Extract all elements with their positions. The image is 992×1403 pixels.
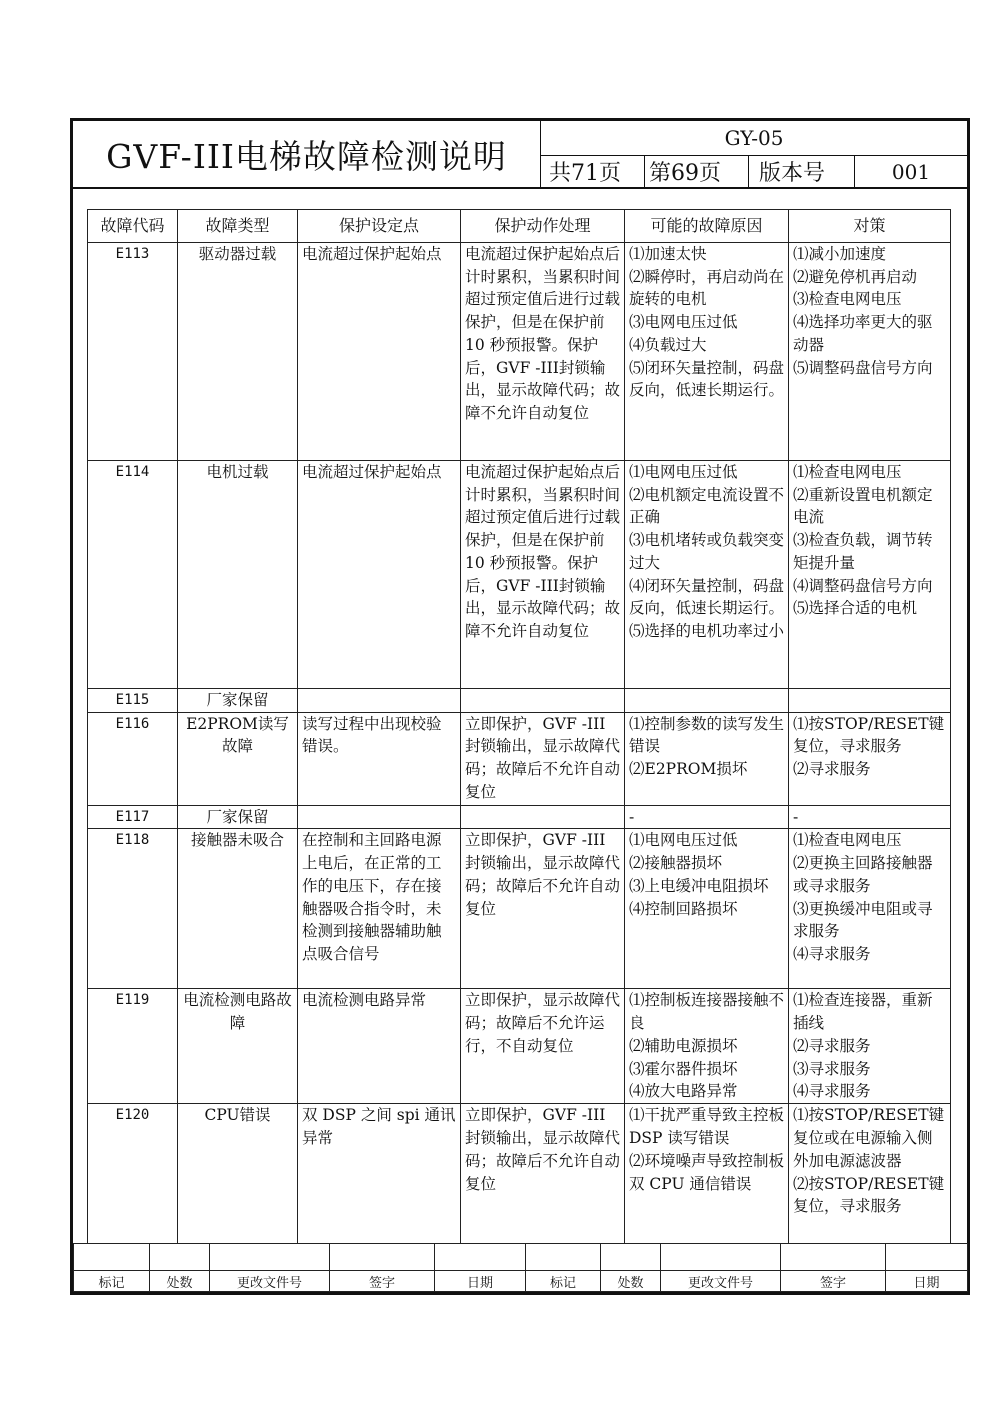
footer-label-mark: 标记 <box>74 1271 150 1292</box>
footer-label-date: 日期 <box>886 1271 968 1292</box>
countermeasures <box>789 461 951 689</box>
possible-causes <box>625 243 789 461</box>
protection-action: 电流超过保护起始点后计时累积，当累积时间超过预定值后进行过载保护，但是在保护前10 秒预报警。保护后，GVF -III封锁输出，显示故障代码；故障不允许自动复位 <box>461 243 625 461</box>
measure-item: ⑴减小加速度 <box>793 245 887 263</box>
measure-item: ⑵按STOP/RESET键复位，寻求服务 <box>793 1174 945 1216</box>
measure-item: ⑶检查电网电压 <box>793 290 902 309</box>
document-frame <box>70 118 970 1295</box>
document-header <box>73 121 967 189</box>
fault-type: 电流检测电路故障 <box>178 989 298 1104</box>
possible-causes <box>625 805 789 829</box>
possible-causes <box>625 461 789 689</box>
footer-label-count: 处数 <box>150 1271 210 1292</box>
column-header-causes: 可能的故障原因 <box>625 210 789 243</box>
protection-setpoint: 电流检测电路异常 <box>298 989 461 1104</box>
measure-item: ⑵重新设置电机额定电流 <box>793 485 933 527</box>
table-row <box>88 461 951 689</box>
current-page: 第69页 <box>645 156 749 187</box>
fault-type: CPU错误 <box>178 1104 298 1244</box>
measure-item: ⑷调整码盘信号方向 <box>793 576 933 595</box>
protection-setpoint: 在控制和主回路电源上电后，在正常的工作的电压下，存在接触器吸合指令时，未检测到接触器辅助触点吸合信号 <box>298 829 461 989</box>
revision-footer <box>73 1243 968 1292</box>
protection-action: 立即保护，GVF -III封锁输出，显示故障代码；故障后不允许自动复位 <box>461 829 625 989</box>
footer-label-change-doc: 更改文件号 <box>210 1271 330 1292</box>
protection-setpoint: 电流超过保护起始点 <box>298 461 461 689</box>
countermeasures <box>789 689 951 713</box>
fault-code: E119 <box>88 989 178 1104</box>
measure-item: ⑶检查负载，调节转矩提升量 <box>793 531 933 572</box>
cause-item: ⑵电机额定电流设置不正确 <box>629 485 785 527</box>
fault-code: E115 <box>88 689 178 713</box>
measure-item: ⑴检查电网电压 <box>793 463 902 481</box>
cause-item: ⑸选择的电机功率过小 <box>629 621 785 640</box>
measure-item: ⑷选择功率更大的驱动器 <box>793 313 933 354</box>
cause-item: ⑵辅助电源损坏 <box>629 1036 738 1055</box>
measure-item: ⑸调整码盘信号方向 <box>793 358 933 377</box>
footer-label-signature: 签字 <box>781 1271 886 1292</box>
table-row <box>88 689 951 713</box>
cause-item: ⑵E2PROM损坏 <box>629 760 748 779</box>
fault-code: E114 <box>88 461 178 689</box>
revision-label-row <box>74 1271 968 1292</box>
fault-type: 电机过载 <box>178 461 298 689</box>
countermeasures <box>789 805 951 829</box>
cause-item: ⑵瞬停时，再启动尚在旋转的电机 <box>629 267 785 309</box>
measure-item: ⑶寻求服务 <box>793 1059 871 1078</box>
measure-item: - <box>793 807 799 826</box>
cause-item: ⑷闭环矢量控制，码盘反向，低速长期运行。 <box>629 576 785 618</box>
fault-table <box>87 209 951 1244</box>
fault-type: 厂家保留 <box>178 689 298 713</box>
cause-item: ⑴加速太快 <box>629 245 707 263</box>
cause-item: ⑶电网电压过低 <box>629 313 738 332</box>
protection-setpoint: 电流超过保护起始点 <box>298 243 461 461</box>
cause-item: ⑶电机堵转或负载突变过大 <box>629 531 785 572</box>
possible-causes <box>625 712 789 805</box>
footer-label-mark: 标记 <box>526 1271 601 1292</box>
measure-item: ⑷寻求服务 <box>793 1082 871 1101</box>
table-row <box>88 712 951 805</box>
countermeasures <box>789 243 951 461</box>
measure-item: ⑴按STOP/RESET键复位或在电源输入侧外加电源滤波器 <box>793 1106 945 1170</box>
fault-type: E2PROM读写故障 <box>178 712 298 805</box>
cause-item: ⑷放大电路异常 <box>629 1082 738 1101</box>
measure-item: ⑵寻求服务 <box>793 760 871 779</box>
table-row <box>88 989 951 1104</box>
fault-type: 驱动器过载 <box>178 243 298 461</box>
countermeasures <box>789 829 951 989</box>
measure-item: ⑵更换主回路接触器或寻求服务 <box>793 854 933 895</box>
column-header-setpoint: 保护设定点 <box>298 210 461 243</box>
column-header-type: 故障类型 <box>178 210 298 243</box>
protection-action: 立即保护，显示故障代码；故障后不允许运行，不自动复位 <box>461 989 625 1104</box>
cause-item: ⑶霍尔器件损坏 <box>629 1059 738 1078</box>
countermeasures <box>789 989 951 1104</box>
version-label: 版本号 <box>749 156 855 187</box>
possible-causes <box>625 1104 789 1244</box>
cause-item: ⑴控制参数的读写发生错误 <box>629 714 785 756</box>
fault-code: E117 <box>88 805 178 829</box>
column-header-measures: 对策 <box>789 210 951 243</box>
cause-item: ⑷控制回路损坏 <box>629 899 738 918</box>
cause-item: ⑸闭环矢量控制，码盘反向，低速长期运行。 <box>629 358 785 400</box>
protection-action <box>461 689 625 713</box>
protection-setpoint <box>298 805 461 829</box>
cause-item: - <box>629 807 635 826</box>
measure-item: ⑵避免停机再启动 <box>793 267 918 286</box>
measure-item: ⑴检查电网电压 <box>793 831 902 850</box>
measure-item: ⑵寻求服务 <box>793 1036 871 1055</box>
document-code: GY-05 <box>541 121 967 156</box>
measure-item: ⑴检查连接器，重新插线 <box>793 991 933 1033</box>
fault-code: E120 <box>88 1104 178 1244</box>
measure-item: ⑸选择合适的电机 <box>793 599 918 618</box>
fault-type: 厂家保留 <box>178 805 298 829</box>
cause-item: ⑴电网电压过低 <box>629 831 738 850</box>
table-row <box>88 1104 951 1244</box>
possible-causes <box>625 689 789 713</box>
cause-item: ⑶上电缓冲电阻损坏 <box>629 876 769 895</box>
measure-item: ⑶更换缓冲电阻或寻求服务 <box>793 899 933 941</box>
fault-type: 接触器未吸合 <box>178 829 298 989</box>
document-title: GVF-III电梯故障检测说明 <box>73 121 541 187</box>
cause-item: ⑵环境噪声导致控制板双 CPU 通信错误 <box>629 1151 785 1193</box>
table-row <box>88 805 951 829</box>
footer-label-count: 处数 <box>601 1271 661 1292</box>
fault-code: E118 <box>88 829 178 989</box>
footer-label-date: 日期 <box>435 1271 526 1292</box>
measure-item: ⑴按STOP/RESET键复位，寻求服务 <box>793 714 945 756</box>
protection-action: 立即保护，GVF -III封锁输出，显示故障代码；故障后不允许自动复位 <box>461 712 625 805</box>
total-pages: 共71页 <box>541 156 645 187</box>
possible-causes <box>625 989 789 1104</box>
protection-action: 立即保护，GVF -III封锁输出，显示故障代码；故障后不允许自动复位 <box>461 1104 625 1244</box>
version-value: 001 <box>891 159 931 184</box>
measure-item: ⑷寻求服务 <box>793 944 871 963</box>
column-header-code: 故障代码 <box>88 210 178 243</box>
protection-setpoint: 双 DSP 之间 spi 通讯异常 <box>298 1104 461 1244</box>
cause-item: ⑴控制板连接器接触不良 <box>629 991 785 1033</box>
protection-setpoint: 读写过程中出现校验错误。 <box>298 712 461 805</box>
cause-item: ⑵接触器损坏 <box>629 854 723 873</box>
footer-label-signature: 签字 <box>330 1271 435 1292</box>
footer-label-change-doc: 更改文件号 <box>661 1271 781 1292</box>
possible-causes <box>625 829 789 989</box>
protection-action: 电流超过保护起始点后计时累积，当累积时间超过预定值后进行过载保护，但是在保护前10 秒预报警。保护后，GVF -III封锁输出，显示故障代码；故障不允许自动复位 <box>461 461 625 689</box>
table-row <box>88 829 951 989</box>
protection-setpoint <box>298 689 461 713</box>
protection-action <box>461 805 625 829</box>
revision-entry-row <box>74 1244 968 1271</box>
fault-code: E116 <box>88 712 178 805</box>
cause-item: ⑷负载过大 <box>629 335 707 354</box>
cause-item: ⑴电网电压过低 <box>629 463 738 481</box>
column-header-action: 保护动作处理 <box>461 210 625 243</box>
countermeasures <box>789 712 951 805</box>
table-header-row <box>88 210 951 243</box>
fault-code: E113 <box>88 243 178 461</box>
cause-item: ⑴干扰严重导致主控板 DSP 读写错误 <box>629 1106 785 1148</box>
table-row <box>88 243 951 461</box>
countermeasures <box>789 1104 951 1244</box>
